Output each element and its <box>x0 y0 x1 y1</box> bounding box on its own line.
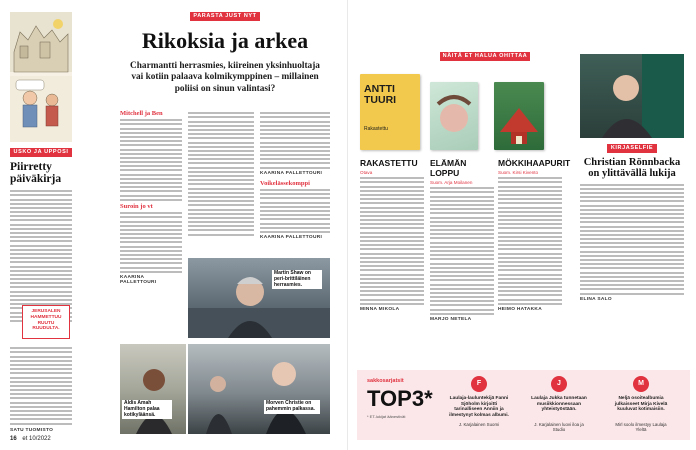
comic-badge <box>22 305 70 339</box>
top3-note: * ET-lukijat äänestivät <box>367 414 406 419</box>
comic-byline: SATU TUOMISTO <box>10 427 54 433</box>
badge-text: JERUSALEN HAMMETTUU RUUTU RUUDULTA. <box>30 309 62 332</box>
article-col-4 <box>260 110 330 240</box>
comic-body-lower <box>10 345 72 433</box>
book-cover-3-art <box>494 82 544 150</box>
book-cover-1-label: Rakastettu <box>364 126 388 132</box>
book-cover-3 <box>494 82 544 150</box>
top3-item-3-sub: Mirl soolo ilmestyy Laulaja Yleltä <box>615 422 667 433</box>
comic-column <box>10 148 72 324</box>
book-2-heading: ELÄMÄN LOPPU <box>430 158 467 178</box>
col3-byline: KAARINA PALLETTOURI <box>260 235 323 241</box>
article-col-3 <box>188 110 254 238</box>
book-column-2 <box>430 158 494 322</box>
right-section-tag: NÄITÄ ET HALUA OHITTAA <box>440 52 530 61</box>
top3-medal-1: F <box>471 376 487 392</box>
book-3-publisher: Suom. Kirsi Kivento <box>498 170 539 175</box>
left-page-number-value: 16 <box>10 436 17 442</box>
top3-label: sakkosarjatsit <box>367 378 404 384</box>
top3-title: TOP3* <box>367 386 433 411</box>
comic-section-tag: USKO JA UPPOSI <box>10 148 72 157</box>
book-cover-2 <box>430 82 478 150</box>
photo-christian-art <box>580 54 684 138</box>
left-magazine-name: et 10/2022 <box>22 436 51 442</box>
book-2-publisher: Suom. Arja Moilanen <box>430 180 473 185</box>
photo-aldis-hamilton <box>120 344 186 434</box>
feature-tag: KIRJASELFIE <box>607 144 657 153</box>
col2-heading-1: Mitchell ja Ben <box>120 110 163 117</box>
col3-heading: Voikelässekomppi <box>260 179 310 187</box>
col2-heading-2: Suroin jo vt <box>120 202 153 210</box>
comic-illustration <box>10 12 72 142</box>
comic-body <box>10 190 72 322</box>
top3-panel <box>357 370 690 440</box>
col4-byline-1: KAARINA PALLETTOURI <box>260 170 323 176</box>
photo-martin-shaw <box>188 258 330 338</box>
book-1-heading: RAKASTETTU <box>360 158 418 168</box>
book-column-1 <box>360 158 424 312</box>
top3-item-3-title: Neljä osoitealbumia julkaisseet Mirja Kivelä kuuluvat kotimaisiin. <box>614 396 668 413</box>
feature-byline: ELINA SALO <box>580 296 612 302</box>
article-deck: Charmantti herrasmies, kiireinen yksinhuoltaja vai kotiin palaava kolmikymppinen – millainen poliisi on sinun valintasi? <box>130 61 320 94</box>
book-1-publisher: Otava <box>360 170 373 175</box>
book-2-byline: MARJO NETELA <box>430 317 472 322</box>
photo-morven-christie-art <box>188 344 330 434</box>
book-cover-1 <box>360 74 420 150</box>
photo-morven-christie <box>188 344 330 434</box>
comic-drawing <box>10 12 72 142</box>
col2-byline: KAARINA PALLETTOURI <box>120 274 157 285</box>
top3-medal-3: M <box>633 376 649 392</box>
feature-column <box>580 144 684 302</box>
caption-aldis-hamilton: Aldis Amah Hamilton palaa kotikyläänsä. <box>122 400 172 419</box>
article-title: Rikoksia ja arkea <box>141 28 309 53</box>
article-col-2 <box>120 110 182 285</box>
book-1-byline: MINNA MIKOLA <box>360 307 400 312</box>
book-cover-2-art <box>430 82 478 150</box>
top3-item-1-sub: J. Karjalainen Suomi <box>458 422 500 427</box>
left-section-tag: PARASTA JUST NYT <box>190 12 260 21</box>
comic-title: Piirretty päiväkirja <box>10 161 62 186</box>
caption-martin-shaw: Martin Shaw on peri-brittiläinen herrasmies. <box>272 270 322 289</box>
photo-christian <box>580 54 684 138</box>
caption-morven-christie: Morven Christie on pahemmin palkassa. <box>264 400 320 414</box>
book-column-3 <box>498 158 571 312</box>
top3-item-2-sub: J. Karjalainen luovi iloa ja Studio <box>534 422 584 433</box>
top3-item-2-title: Laulaja Jukka tunnetaan musiikkionnessaan yhteistyöstään. <box>531 396 587 413</box>
top3-medal-2: J <box>551 376 567 392</box>
feature-title: Christian Rönnbacka on ylittävällä lukija <box>583 157 681 180</box>
book-cover-1-author: ANTTI TUURI <box>364 83 397 107</box>
left-page-number <box>10 436 51 442</box>
book-3-byline: HEIMO HATAKKA <box>498 307 542 312</box>
photo-aldis-hamilton-art <box>120 344 186 434</box>
book-3-heading: MÖKKIHAAPURIT <box>498 158 571 168</box>
top3-item-1-title: Laulaja-lauluntekijä Fanni Sjöholm kirjoitti tarinalliseen Anniin ja ilmestynyt kolmas albumi. <box>449 396 509 418</box>
